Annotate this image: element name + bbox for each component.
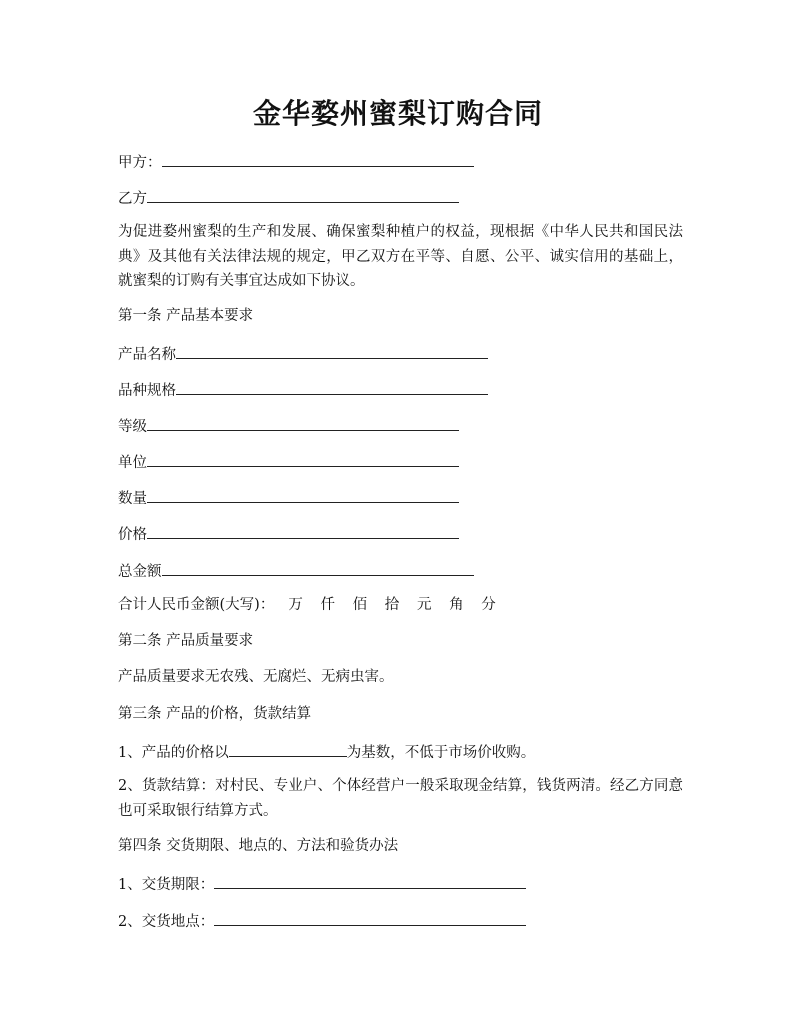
delivery-period-line: [118, 873, 526, 895]
unit-blank: [147, 451, 459, 467]
quantity-label: 数量: [118, 491, 147, 507]
quantity-line: [118, 487, 459, 509]
product-name-line: [118, 343, 488, 365]
rmb-units: 万 仟 佰 拾 元 角 分: [288, 597, 503, 613]
variety-spec-line: [118, 379, 488, 401]
party-a-label: 甲方：: [118, 155, 162, 171]
grade-line: [118, 415, 459, 437]
rmb-uppercase-line: [118, 596, 502, 615]
price-basis-suffix: 为基数，不低于市场价收购。: [346, 745, 536, 761]
party-b-blank: [147, 187, 459, 203]
article3-item2: 2、货款结算：对村民、专业户、个体经营户一般采取现金结算，钱货两清。经乙方同意也可采取银行结算方式。: [118, 778, 683, 819]
page-title: 金华婺州蜜梨订购合同: [252, 97, 543, 130]
grade-blank: [147, 415, 459, 431]
unit-line: [118, 451, 459, 473]
party-b-line: [118, 187, 459, 209]
total-amount-label: 总金额: [118, 564, 162, 580]
article2-text: 产品质量要求无农残、无腐烂、无病虫害。: [118, 669, 394, 685]
party-b-label: 乙方: [118, 191, 147, 207]
grade-label: 等级: [118, 419, 147, 435]
total-amount-line: [118, 560, 474, 582]
article1-heading: 第一条 产品基本要求: [118, 308, 254, 324]
party-a-blank: [162, 151, 474, 167]
party-a-line: [118, 151, 474, 173]
price-line: [118, 523, 459, 545]
unit-label: 单位: [118, 455, 147, 471]
intro-paragraph: 为促进婺州蜜梨的生产和发展、确保蜜梨种植户的权益，现根据《中华人民共和国民法典》及其他有关法律法规的规定，甲乙双方在平等、自愿、公平、诚实信用的基础上，就蜜梨的订购有关事宜达成如下协议。: [118, 224, 683, 289]
quantity-blank: [147, 487, 459, 503]
delivery-period-label: 1、交货期限：: [118, 877, 215, 893]
article2-heading: 第二条 产品质量要求: [118, 633, 254, 649]
total-amount-blank: [162, 560, 474, 576]
article3-heading: 第三条 产品的价格，货款结算: [118, 706, 312, 722]
delivery-location-blank: [214, 910, 526, 926]
variety-spec-blank: [176, 379, 488, 395]
delivery-location-line: [118, 910, 526, 932]
delivery-period-blank: [214, 873, 526, 889]
product-name-blank: [176, 343, 488, 359]
article3-item1: [118, 741, 535, 763]
variety-spec-label: 品种规格: [118, 383, 176, 399]
price-blank: [147, 523, 459, 539]
product-name-label: 产品名称: [118, 347, 176, 363]
price-basis-prefix: 1、产品的价格以: [118, 745, 229, 761]
article4-heading: 第四条 交货期限、地点的、方法和验货办法: [118, 838, 399, 854]
rmb-uppercase-label: 合计人民币金额(大写)：: [118, 597, 275, 613]
price-basis-blank: [229, 741, 347, 757]
price-label: 价格: [118, 527, 147, 543]
delivery-location-label: 2、交货地点：: [118, 914, 215, 930]
